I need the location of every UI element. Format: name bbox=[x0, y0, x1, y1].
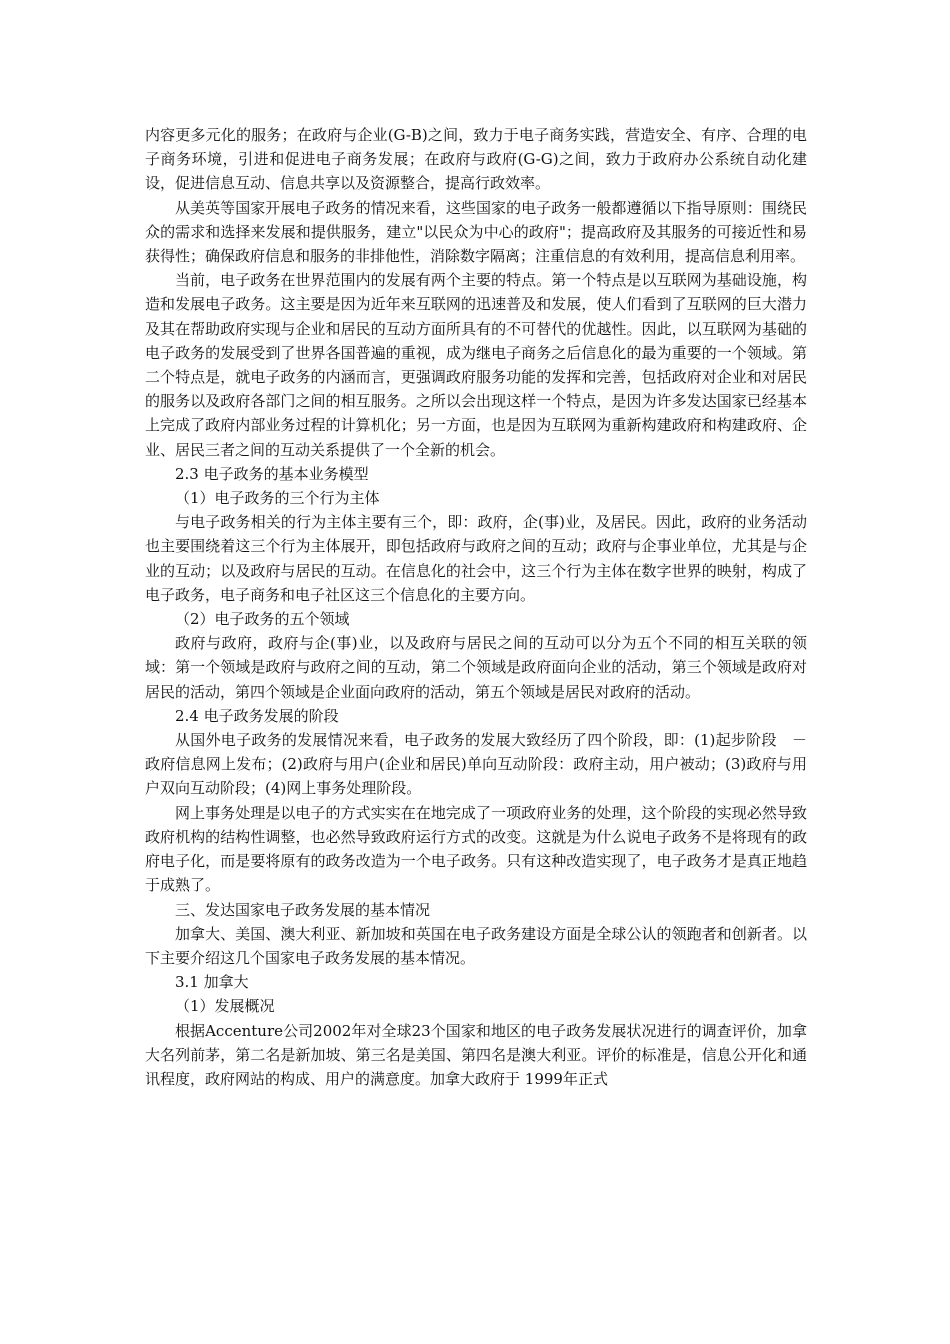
paragraph-g2b-g2g: 内容更多元化的服务；在政府与企业(G-B)之间，致力于电子商务实践，营造安全、有序、合理的电子商务环境，引进和促进电子商务发展；在政府与政府(G-G)之间，致力于政府办公系统自动化建设，促进信息互动、信息共享以及资源整合，提高行政效率。 bbox=[145, 126, 807, 193]
section-heading-3: 三、发达国家电子政务发展的基本情况 bbox=[175, 900, 431, 919]
subheading-overview: （1）发展概况 bbox=[175, 997, 275, 1016]
paragraph-three-actors: 与电子政务相关的行为主体主要有三个，即：政府，企(事)业，及居民。因此，政府的业务活动也主要围绕着这三个行为主体展开，即包括政府与政府之间的互动；政府与企事业单位，尤其是与企业的互动；以及政府与居民的互动。在信息化的社会中，这三个行为主体在数字世界的映射，构成了电子政务，电子商务和电子社区这三个信息化的主要方向。 bbox=[145, 513, 807, 604]
subheading-three-actors: （1）电子政务的三个行为主体 bbox=[175, 489, 380, 508]
document-page bbox=[145, 123, 823, 1091]
paragraph-accenture-ranking: 根据Accenture公司2002年对全球23个国家和地区的电子政务发展状况进行的调查评价，加拿大名列前茅，第二名是新加坡、第三名是美国、第四名是澳大利亚。评价的标准是，信息公开化和通讯程度，政府网站的构成、用户的满意度。加拿大政府于 1999年正式 bbox=[145, 1021, 807, 1088]
paragraph-two-features: 当前，电子政务在世界范围内的发展有两个主要的特点。第一个特点是以互联网为基础设施，构造和发展电子政务。这主要是因为近年来互联网的迅速普及和发展，使人们看到了互联网的巨大潜力及其在帮助政府实现与企业和居民的互动方面所具有的不可替代的优越性。因此，以互联网为基础的电子政务的发展受到了世界各国普遍的重视，成为继电子商务之后信息化的最为重要的一个领域。第二个特点是，就电子政务的内涵而言，更强调政府服务功能的发挥和完善，包括政府对企业和对居民的服务以及政府各部门之间的相互服务。之所以会出现这样一个特点，是因为许多发达国家已经基本上完成了政府内部业务过程的计算机化；另一方面，也是因为互联网为重新构建政府和构建政府、企业、居民三者之间的互动关系提供了一个全新的机会。 bbox=[145, 271, 807, 459]
paragraph-leading-countries: 加拿大、美国、澳大利亚、新加坡和英国在电子政务建设方面是全球公认的领跑者和创新者。以下主要介绍这几个国家电子政务发展的基本情况。 bbox=[145, 924, 807, 967]
section-heading-2-3: 2.3 电子政务的基本业务模型 bbox=[175, 464, 369, 483]
paragraph-guiding-principles: 从美英等国家开展电子政务的情况来看，这些国家的电子政务一般都遵循以下指导原则：围绕民众的需求和选择来发展和提供服务，建立"以民众为中心的政府"；提高政府及其服务的可接近性和易获得性；确保政府信息和服务的非排他性，消除数字隔离；注重信息的有效利用，提高信息利用率。 bbox=[145, 198, 807, 266]
subheading-five-domains: （2）电子政务的五个领域 bbox=[175, 610, 350, 629]
section-heading-3-1: 3.1 加拿大 bbox=[175, 973, 249, 992]
section-heading-2-4: 2.4 电子政务发展的阶段 bbox=[175, 706, 339, 725]
paragraph-online-processing: 网上事务处理是以电子的方式实实在在地完成了一项政府业务的处理，这个阶段的实现必然导致政府机构的结构性调整，也必然导致政府运行方式的改变。这就是为什么说电子政务不是将现有的政府电子化，而是要将原有的政务改造为一个电子政务。只有这种改造实现了，电子政务才是真正地趋于成熟了。 bbox=[145, 803, 807, 895]
paragraph-five-domains: 政府与政府，政府与企(事)业，以及政府与居民之间的互动可以分为五个不同的相互关联的领域：第一个领域是政府与政府之间的互动，第二个领域是政府面向企业的活动，第三个领域是政府对居民的活动，第四个领域是企业面向政府的活动，第五个领域是居民对政府的活动。 bbox=[145, 634, 807, 701]
paragraph-four-stages: 从国外电子政务的发展情况来看，电子政务的发展大致经历了四个阶段，即：(1)起步阶段 － 政府信息网上发布；(2)政府与用户(企业和居民)单向互动阶段：政府主动，用户被动；(3)政府与用户双向互动阶段；(4)网上事务处理阶段。 bbox=[145, 731, 823, 798]
